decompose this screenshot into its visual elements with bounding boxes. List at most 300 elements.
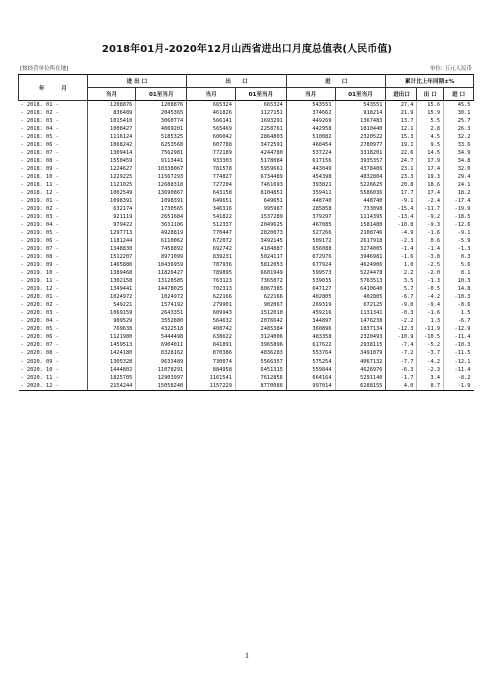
- value-cell: -11.9: [417, 325, 444, 333]
- value-cell: 15.6: [417, 101, 444, 110]
- value-cell: 448740: [286, 197, 335, 205]
- value-cell: 17.9: [417, 157, 444, 165]
- value-cell: 4069201: [136, 125, 187, 133]
- value-cell: 15058240: [136, 382, 187, 391]
- value-cell: -3.7: [417, 349, 444, 357]
- value-cell: 14478025: [136, 285, 187, 293]
- value-cell: 727204: [187, 181, 236, 189]
- value-cell: 1068242: [87, 141, 136, 149]
- value-cell: -9.2: [417, 213, 444, 221]
- period-cell: - 2018. 09 -: [20, 166, 59, 173]
- value-cell: 617622: [286, 341, 335, 349]
- value-cell: 566141: [187, 117, 236, 125]
- value-cell: 2617918: [335, 237, 386, 245]
- value-cell: 559844: [286, 366, 335, 374]
- table-row: [19, 101, 474, 110]
- value-cell: 510082: [286, 133, 335, 141]
- value-cell: 3935357: [335, 157, 386, 165]
- period-cell: - 2020. 09 -: [20, 358, 59, 365]
- value-cell: 1574192: [136, 301, 187, 309]
- value-cell: 2049625: [235, 221, 286, 229]
- value-cell: -19.9: [444, 205, 474, 213]
- value-cell: 17.4: [417, 189, 444, 197]
- value-cell: 909529: [87, 317, 136, 325]
- value-cell: 3318201: [335, 149, 386, 157]
- value-cell: -6.7: [444, 317, 474, 325]
- subheader-cell: 01至当月: [136, 88, 187, 101]
- value-cell: 1229225: [87, 173, 136, 181]
- value-cell: -1.3: [417, 277, 444, 285]
- value-cell: 1444802: [87, 366, 136, 374]
- value-cell: 6601949: [235, 269, 286, 277]
- value-cell: 1825705: [87, 374, 136, 382]
- value-cell: 14.5: [417, 149, 444, 157]
- value-cell: 632174: [87, 205, 136, 213]
- value-cell: 774827: [187, 173, 236, 181]
- table-row: [19, 366, 474, 374]
- table-row: [19, 189, 474, 197]
- value-cell: 2643351: [136, 309, 187, 317]
- value-cell: -5.9: [444, 237, 474, 245]
- period-cell: - 2018. 04 -: [20, 126, 59, 133]
- value-cell: 24.7: [386, 157, 417, 165]
- value-cell: -11.4: [444, 333, 474, 341]
- value-cell: 442958: [286, 125, 335, 133]
- value-cell: 13.7: [386, 117, 417, 125]
- value-cell: 402805: [286, 293, 335, 301]
- value-cell: 454398: [286, 173, 335, 181]
- value-cell: 1730565: [136, 205, 187, 213]
- value-cell: -11.7: [417, 205, 444, 213]
- value-cell: 672072: [187, 237, 236, 245]
- table-row: [19, 309, 474, 317]
- value-cell: 1116124: [87, 133, 136, 141]
- value-cell: 359411: [286, 189, 335, 197]
- value-cell: 34.8: [444, 157, 474, 165]
- value-cell: 9633489: [136, 358, 187, 366]
- value-cell: 1459513: [87, 341, 136, 349]
- value-cell: 12688318: [136, 181, 187, 189]
- value-cell: 18.6: [417, 181, 444, 189]
- value-cell: -7.7: [386, 358, 417, 366]
- table-body: [19, 101, 474, 391]
- period-cell: - 2019. 10 -: [20, 270, 59, 277]
- value-cell: 1157229: [187, 382, 236, 391]
- value-cell: 4928819: [136, 229, 187, 237]
- value-cell: -12.9: [444, 325, 474, 333]
- value-cell: 7562981: [136, 149, 187, 157]
- period-cell: - 2020. 04 -: [20, 318, 59, 325]
- period-cell: - 2019. 05 -: [20, 230, 59, 237]
- value-cell: 5566357: [235, 358, 286, 366]
- value-cell: 541822: [187, 213, 236, 221]
- value-cell: -1.4: [417, 245, 444, 253]
- value-cell: 2651684: [136, 213, 187, 221]
- value-cell: 2864803: [235, 133, 286, 141]
- value-cell: 4626976: [335, 366, 386, 374]
- value-cell: -2.3: [417, 366, 444, 374]
- period-header: 年 月: [19, 75, 88, 101]
- table-row: [19, 237, 474, 245]
- value-cell: 1208876: [136, 101, 187, 110]
- value-cell: -3.0: [417, 253, 444, 261]
- subheader-cell: 当月: [187, 88, 236, 101]
- value-cell: 6410640: [335, 285, 386, 293]
- value-cell: 1837134: [335, 325, 386, 333]
- period-cell: - 2020. 11 -: [20, 374, 59, 381]
- value-cell: -4.2: [417, 293, 444, 301]
- value-cell: 1121980: [87, 333, 136, 341]
- unit-note: 单位: 万元人民币: [429, 66, 472, 72]
- value-cell: 7612856: [235, 374, 286, 382]
- value-cell: 11078291: [136, 366, 187, 374]
- period-cell: - 2020. 08 -: [20, 350, 59, 357]
- value-cell: -10.9: [386, 333, 417, 341]
- value-cell: 870386: [187, 349, 236, 357]
- value-cell: 6904011: [136, 341, 187, 349]
- subheader-cell: 进出口: [386, 88, 417, 101]
- value-cell: -10.3: [444, 293, 474, 301]
- value-cell: 15.3: [386, 133, 417, 141]
- value-cell: 1114395: [335, 213, 386, 221]
- table-row: [19, 157, 474, 165]
- value-cell: 787936: [187, 261, 236, 269]
- value-cell: 692742: [187, 245, 236, 253]
- value-cell: 8067385: [235, 285, 286, 293]
- value-cell: 379297: [286, 213, 335, 221]
- value-cell: 1424180: [87, 349, 136, 357]
- value-cell: 3.5: [386, 277, 417, 285]
- period-cell: - 2019. 12 -: [20, 286, 59, 293]
- value-cell: 6253568: [136, 141, 187, 149]
- value-cell: 24.1: [444, 181, 474, 189]
- value-cell: 1465880: [87, 261, 136, 269]
- table-row: [19, 165, 474, 173]
- value-cell: 2.8: [417, 125, 444, 133]
- subheader-cell: 01至当月: [335, 88, 386, 101]
- value-cell: 1224627: [87, 165, 136, 173]
- value-cell: 11567293: [136, 173, 187, 181]
- value-cell: 374662: [286, 109, 335, 117]
- value-cell: 402805: [335, 293, 386, 301]
- value-cell: 1.5: [444, 309, 474, 317]
- table-row: [19, 109, 474, 117]
- period-cell: - 2019. 08 -: [20, 254, 59, 261]
- group-header-import: 进 口: [286, 75, 386, 88]
- period-cell: - 2019. 07 -: [20, 246, 59, 253]
- value-cell: 1810440: [335, 125, 386, 133]
- value-cell: 23.1: [386, 165, 417, 173]
- table-row: [19, 269, 474, 277]
- value-cell: 7461693: [235, 181, 286, 189]
- table-row: [19, 325, 474, 333]
- value-cell: 1550459: [87, 157, 136, 165]
- value-cell: 543551: [335, 101, 386, 110]
- value-cell: 5178084: [235, 157, 286, 165]
- value-cell: 5763513: [335, 277, 386, 285]
- value-cell: -2.2: [386, 317, 417, 325]
- table-row: [19, 261, 474, 269]
- value-cell: 5224478: [335, 269, 386, 277]
- value-cell: 19.1: [386, 141, 417, 149]
- value-cell: 3965896: [235, 341, 286, 349]
- value-cell: 6288155: [335, 382, 386, 391]
- value-cell: 512337: [187, 221, 236, 229]
- table-row: [19, 358, 474, 366]
- value-cell: 1512207: [87, 253, 136, 261]
- value-cell: 5.6: [444, 261, 474, 269]
- value-cell: 769638: [87, 325, 136, 333]
- table-row: [19, 317, 474, 325]
- value-cell: 649651: [235, 197, 286, 205]
- value-cell: 360896: [286, 325, 335, 333]
- value-cell: 979422: [87, 221, 136, 229]
- trade-table: [18, 74, 474, 391]
- value-cell: 29.4: [444, 173, 474, 181]
- value-cell: -11.4: [444, 366, 474, 374]
- value-cell: -1.7: [386, 374, 417, 382]
- value-cell: 1349441: [87, 285, 136, 293]
- value-cell: -9.3: [417, 221, 444, 229]
- value-cell: 269319: [286, 301, 335, 309]
- value-cell: 8104851: [235, 189, 286, 197]
- value-cell: 933303: [187, 157, 236, 165]
- table-row: [19, 341, 474, 349]
- value-cell: 1069159: [87, 309, 136, 317]
- value-cell: 3492145: [235, 237, 286, 245]
- table-row: [19, 173, 474, 181]
- value-cell: -7.4: [386, 341, 417, 349]
- value-cell: 2938115: [335, 341, 386, 349]
- value-cell: -12.3: [386, 325, 417, 333]
- value-cell: 1131341: [335, 309, 386, 317]
- value-cell: 8328162: [136, 349, 187, 357]
- value-cell: -10.8: [386, 221, 417, 229]
- value-cell: 599573: [286, 269, 335, 277]
- value-cell: 730074: [187, 358, 236, 366]
- table-row: [19, 349, 474, 357]
- value-cell: 772189: [187, 149, 236, 157]
- value-cell: 643158: [187, 189, 236, 197]
- value-cell: 1389468: [87, 269, 136, 277]
- value-cell: -12.1: [444, 358, 474, 366]
- value-cell: -9.1: [444, 229, 474, 237]
- group-header-total: 进 出 口: [87, 75, 187, 88]
- value-cell: 839231: [187, 253, 236, 261]
- value-cell: 1309414: [87, 149, 136, 157]
- table-row: [19, 374, 474, 382]
- value-cell: 30.1: [444, 109, 474, 117]
- value-cell: 33.6: [444, 141, 474, 149]
- value-cell: -7.2: [386, 349, 417, 357]
- value-cell: 448740: [335, 197, 386, 205]
- value-cell: -11.5: [444, 349, 474, 357]
- value-cell: 3124006: [235, 333, 286, 341]
- table-row: [19, 293, 474, 301]
- value-cell: 1181244: [87, 237, 136, 245]
- value-cell: 770447: [187, 229, 236, 237]
- value-cell: 7458892: [136, 245, 187, 253]
- value-cell: 2258761: [235, 125, 286, 133]
- value-cell: 902067: [235, 301, 286, 309]
- value-cell: 408742: [187, 325, 236, 333]
- value-cell: 17.7: [386, 189, 417, 197]
- value-cell: 1008427: [87, 125, 136, 133]
- value-cell: 647127: [286, 285, 335, 293]
- page-number: 1: [245, 651, 249, 660]
- value-cell: 4378406: [335, 165, 386, 173]
- value-cell: 763123: [187, 277, 236, 285]
- value-cell: 1.3: [417, 317, 444, 325]
- value-cell: 995967: [235, 205, 286, 213]
- value-cell: 1121025: [87, 181, 136, 189]
- value-cell: 8.7: [417, 382, 444, 391]
- period-cell: - 2019. 03 -: [20, 214, 59, 221]
- period-cell: - 2018. 07 -: [20, 150, 59, 157]
- value-cell: 6451315: [235, 366, 286, 374]
- table-row: [19, 117, 474, 125]
- value-cell: 1098391: [87, 197, 136, 205]
- value-cell: 781578: [187, 165, 236, 173]
- value-cell: 19.3: [417, 173, 444, 181]
- value-cell: 3491879: [335, 349, 386, 357]
- value-cell: 10338067: [136, 165, 187, 173]
- value-cell: -1.6: [417, 309, 444, 317]
- value-cell: -0.3: [386, 309, 417, 317]
- value-cell: 12.1: [386, 125, 417, 133]
- table-header: [19, 75, 474, 101]
- value-cell: 467085: [286, 221, 335, 229]
- value-cell: -1.6: [386, 253, 417, 261]
- value-cell: 6110062: [136, 237, 187, 245]
- subheader-cell: 01至当月: [235, 88, 286, 101]
- table-row: [19, 205, 474, 213]
- period-cell: - 2018. 08 -: [20, 158, 59, 165]
- table-row: [19, 141, 474, 149]
- value-cell: 607788: [187, 141, 236, 149]
- period-cell: - 2018. 12 -: [20, 190, 59, 197]
- value-cell: -5.2: [417, 341, 444, 349]
- value-cell: 344897: [286, 317, 335, 325]
- value-cell: 537224: [286, 149, 335, 157]
- period-cell: - 2019. 02 -: [20, 206, 59, 213]
- value-cell: 527266: [286, 229, 335, 237]
- period-cell: - 2019. 06 -: [20, 238, 59, 245]
- value-cell: 393821: [286, 181, 335, 189]
- value-cell: 3472591: [235, 141, 286, 149]
- value-cell: 13690867: [136, 189, 187, 197]
- value-cell: 4832804: [335, 173, 386, 181]
- value-cell: 4.5: [417, 133, 444, 141]
- value-cell: 2.2: [386, 269, 417, 277]
- value-cell: 789895: [187, 269, 236, 277]
- value-cell: 1.0: [386, 261, 417, 269]
- value-cell: 483358: [286, 333, 335, 341]
- value-cell: 2045365: [136, 109, 187, 117]
- value-cell: 6734489: [235, 173, 286, 181]
- value-cell: 4184887: [235, 245, 286, 253]
- subheader-cell: 出 口: [417, 88, 444, 101]
- period-cell: - 2019. 11 -: [20, 278, 59, 285]
- value-cell: 460454: [286, 141, 335, 149]
- table-row: [19, 213, 474, 221]
- value-cell: 702313: [187, 285, 236, 293]
- value-cell: 4067132: [335, 358, 386, 366]
- period-cell: - 2018. 01 -: [20, 102, 59, 108]
- value-cell: 9113441: [136, 157, 187, 165]
- value-cell: 443049: [286, 165, 335, 173]
- value-cell: 1024972: [87, 293, 136, 301]
- value-cell: 1367483: [335, 117, 386, 125]
- period-cell: - 2020. 07 -: [20, 342, 59, 349]
- period-cell: - 2020. 06 -: [20, 334, 59, 341]
- table-row: [19, 197, 474, 205]
- value-cell: 13128585: [136, 277, 187, 285]
- value-cell: 1348830: [87, 245, 136, 253]
- value-cell: 553764: [286, 349, 335, 357]
- value-cell: 0.3: [444, 253, 474, 261]
- value-cell: -1.9: [444, 382, 474, 391]
- value-cell: 3.4: [417, 374, 444, 382]
- value-cell: -1.4: [386, 245, 417, 253]
- value-cell: 997014: [286, 382, 335, 391]
- value-cell: -2.0: [417, 269, 444, 277]
- value-cell: -9.0: [386, 301, 417, 309]
- value-cell: 5959661: [235, 165, 286, 173]
- period-cell: - 2018. 10 -: [20, 174, 59, 181]
- trade-table-container: [18, 74, 474, 391]
- value-cell: 1161541: [187, 374, 236, 382]
- value-cell: 18.2: [444, 189, 474, 197]
- page-title: 2018年01月-2020年12月山西省进出口月度总值表(人民币值): [101, 44, 393, 55]
- value-cell: 346316: [187, 205, 236, 213]
- value-cell: -12.6: [444, 221, 474, 229]
- value-cell: -15.4: [386, 205, 417, 213]
- value-cell: 1581480: [335, 221, 386, 229]
- value-cell: 1002549: [87, 189, 136, 197]
- value-cell: -4.2: [417, 358, 444, 366]
- value-cell: 1127151: [235, 109, 286, 117]
- value-cell: 1208876: [87, 101, 136, 110]
- value-cell: 2820073: [235, 229, 286, 237]
- value-cell: 656088: [286, 245, 335, 253]
- value-cell: 4624906: [335, 261, 386, 269]
- value-cell: 1302158: [87, 277, 136, 285]
- value-cell: 3631106: [136, 221, 187, 229]
- value-cell: 5.7: [386, 285, 417, 293]
- value-cell: -2.3: [386, 237, 417, 245]
- value-cell: -9.1: [386, 197, 417, 205]
- value-cell: 622166: [235, 293, 286, 301]
- value-cell: 549221: [87, 301, 136, 309]
- value-cell: -8.6: [444, 301, 474, 309]
- value-cell: -18.5: [444, 213, 474, 221]
- value-cell: 564632: [187, 317, 236, 325]
- value-cell: 15.9: [417, 109, 444, 117]
- value-cell: 5291140: [335, 374, 386, 382]
- value-cell: 23.3: [386, 173, 417, 181]
- value-cell: -10.3: [444, 341, 474, 349]
- value-cell: 285858: [286, 205, 335, 213]
- value-cell: 3274005: [335, 245, 386, 253]
- table-row: [19, 253, 474, 261]
- period-cell: - 2020. 02 -: [20, 302, 59, 309]
- value-cell: 10436959: [136, 261, 187, 269]
- value-cell: 617156: [286, 157, 335, 165]
- value-cell: 8.1: [444, 269, 474, 277]
- value-cell: -1.3: [444, 245, 474, 253]
- value-cell: 5586036: [335, 189, 386, 197]
